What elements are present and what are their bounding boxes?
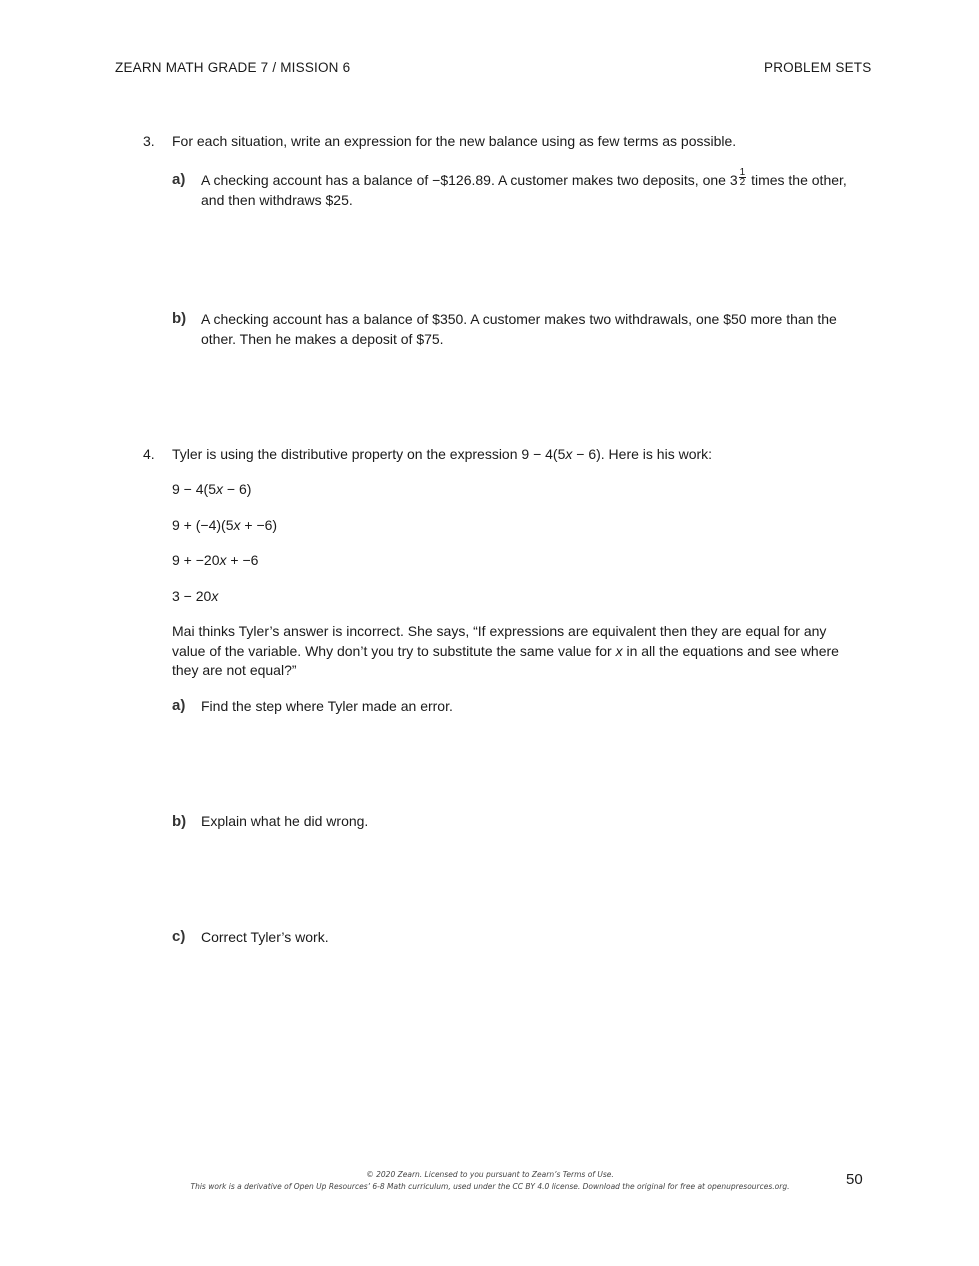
work-step-4-a: 3 − 20 [172,588,212,604]
header-title: ZEARN MATH GRADE 7 / MISSION 6 [115,60,351,75]
header-section: PROBLEM SETS [764,60,872,75]
work-step-3-a: 9 + −20 [172,552,220,568]
problem-3a-text-after: times the other, and then withdraws $25. [201,172,847,208]
work-step-4 [172,587,218,607]
problem-3a-text-before: A checking account has a balance of −$126.89. A customer makes two deposits, one 3 [201,172,738,188]
footer-license: This work is a derivative of Open Up Resources’ 6-8 Math curriculum, used under the CC BY 4.0 license. Download the original for free at openupresources.org. [190,1182,790,1191]
mai-text-before: Mai thinks Tyler’s answer is incorrect. She says, “If expressions are equivalent then they are equal for any value of the variable. Why don’t you try to substitute the same value for [172,623,827,659]
fraction-one-half [739,168,747,187]
work-step-1 [172,480,251,500]
variable-x: x [565,446,573,462]
work-step-1-b: − 6) [222,481,252,497]
variable-x: x [219,552,227,568]
problem-4a-text: Find the step where Tyler made an error. [201,698,453,714]
problem-3-prompt: For each situation, write an expression for the new balance using as few terms as possible. [172,133,737,149]
problem-3b-text: A checking account has a balance of $350. A customer makes two withdrawals, one $50 more than the other. Then he makes a deposit of $75. [201,311,837,347]
problem-4-prompt [172,445,872,465]
problem-3a-letter: a) [172,171,186,188]
mai-text-after: in all the equations and see where they are not equal?” [172,642,839,678]
variable-x: x [615,642,623,659]
variable-x: x [211,588,219,604]
work-step-3-b: + −6 [226,552,259,568]
problem-4c-text: Correct Tyler’s work. [201,929,329,945]
fraction-denominator: 2 [739,176,746,188]
fraction-numerator: 1 [739,166,746,178]
problem-4a-letter: a) [172,697,186,714]
problem-4-prompt-before: Tyler is using the distributive property on the expression 9 − 4(5 [172,446,566,462]
work-step-1-a: 9 − 4(5 [172,481,216,497]
problem-4c-letter: c) [172,928,186,945]
work-step-2-b: + −6) [240,517,278,533]
variable-x: x [233,517,241,533]
footer-copyright: © 2020 Zearn. Licensed to you pursuant to Zearn’s Terms of Use. [366,1170,614,1179]
problem-4-number: 4. [143,446,155,462]
problem-3b-letter: b) [172,310,187,327]
page-number: 50 [846,1171,863,1188]
variable-x: x [215,481,223,497]
problem-3-number: 3. [143,133,155,149]
problem-4b-text: Explain what he did wrong. [201,813,369,829]
problem-4-prompt-after: − 6). Here is his work: [572,446,713,462]
work-step-3 [172,551,258,571]
work-step-2 [172,516,277,536]
problem-3a-text [201,166,861,210]
mai-paragraph [172,622,862,681]
work-step-2-a: 9 + (−4)(5 [172,517,234,533]
problem-4b-letter: b) [172,813,187,830]
